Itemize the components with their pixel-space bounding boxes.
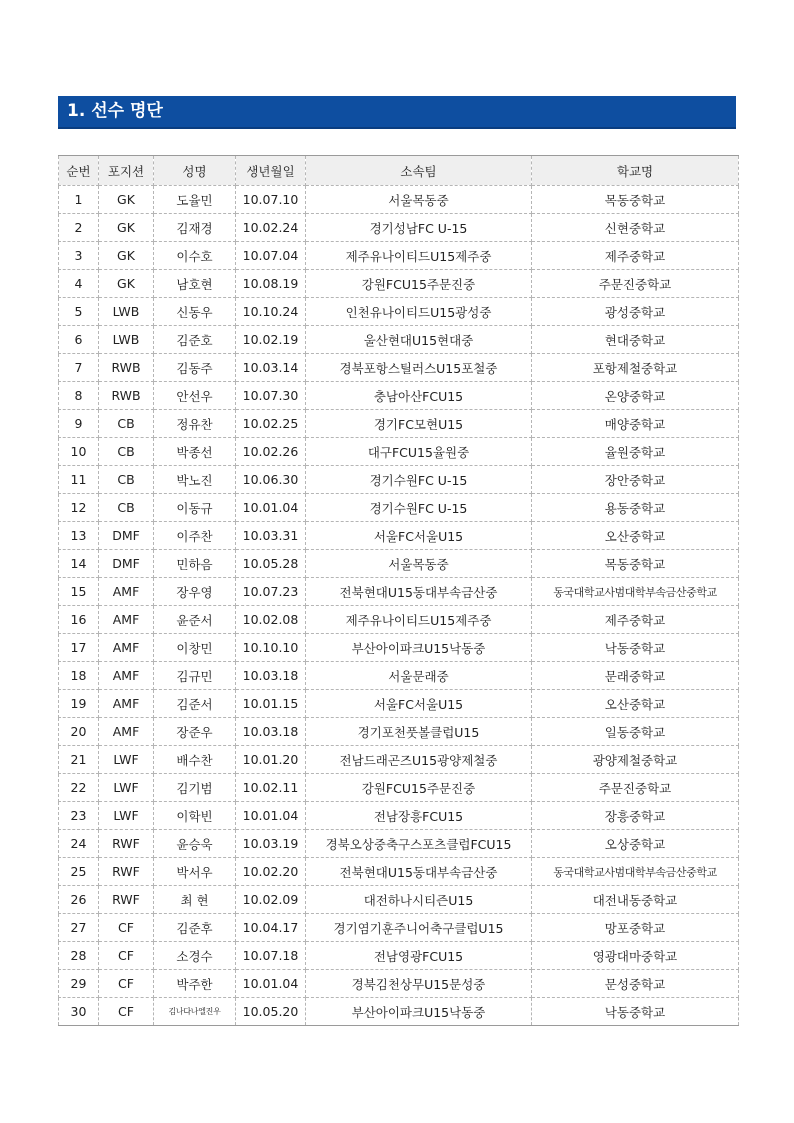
cell-team: 서울목동중 — [306, 550, 532, 578]
table-row — [59, 214, 739, 242]
cell-team: 강원FCU15주문진중 — [306, 270, 532, 298]
cell-position: LWF — [99, 746, 154, 774]
cell-team: 제주유나이티드U15제주중 — [306, 606, 532, 634]
cell-name: 정유찬 — [154, 410, 236, 438]
cell-number: 12 — [59, 494, 99, 522]
cell-team: 서울목동중 — [306, 186, 532, 214]
cell-position: DMF — [99, 550, 154, 578]
cell-name: 박종선 — [154, 438, 236, 466]
cell-position: AMF — [99, 690, 154, 718]
cell-position: CB — [99, 466, 154, 494]
cell-number: 17 — [59, 634, 99, 662]
table-row — [59, 802, 739, 830]
cell-team: 전남영광FCU15 — [306, 942, 532, 970]
cell-school: 포항제철중학교 — [532, 354, 739, 382]
table-row — [59, 690, 739, 718]
cell-team: 부산아이파크U15낙동중 — [306, 998, 532, 1026]
cell-team: 대구FCU15율원중 — [306, 438, 532, 466]
cell-school: 장안중학교 — [532, 466, 739, 494]
cell-name: 이창민 — [154, 634, 236, 662]
cell-school: 동국대학교사범대학부속금산중학교 — [532, 578, 739, 606]
cell-school: 오산중학교 — [532, 522, 739, 550]
cell-number: 24 — [59, 830, 99, 858]
cell-position: CF — [99, 998, 154, 1026]
table-row — [59, 970, 739, 998]
cell-name: 민하음 — [154, 550, 236, 578]
cell-birthdate: 10.03.18 — [236, 662, 306, 690]
cell-name: 이수호 — [154, 242, 236, 270]
cell-number: 28 — [59, 942, 99, 970]
cell-team: 경기FC모현U15 — [306, 410, 532, 438]
cell-position: GK — [99, 242, 154, 270]
cell-school: 일동중학교 — [532, 718, 739, 746]
table-row — [59, 998, 739, 1026]
cell-school: 매양중학교 — [532, 410, 739, 438]
cell-birthdate: 10.10.24 — [236, 298, 306, 326]
cell-name: 소경수 — [154, 942, 236, 970]
cell-name: 배수찬 — [154, 746, 236, 774]
cell-position: AMF — [99, 662, 154, 690]
cell-number: 1 — [59, 186, 99, 214]
cell-birthdate: 10.05.28 — [236, 550, 306, 578]
cell-school: 문성중학교 — [532, 970, 739, 998]
cell-number: 29 — [59, 970, 99, 998]
cell-birthdate: 10.02.11 — [236, 774, 306, 802]
cell-birthdate: 10.02.08 — [236, 606, 306, 634]
cell-school: 현대중학교 — [532, 326, 739, 354]
cell-school: 광성중학교 — [532, 298, 739, 326]
table-row — [59, 886, 739, 914]
cell-birthdate: 10.03.19 — [236, 830, 306, 858]
cell-birthdate: 10.02.20 — [236, 858, 306, 886]
table-row — [59, 634, 739, 662]
cell-position: CB — [99, 410, 154, 438]
cell-team: 울산현대U15현대중 — [306, 326, 532, 354]
cell-position: RWF — [99, 830, 154, 858]
cell-name: 김준후 — [154, 914, 236, 942]
cell-team: 서울FC서울U15 — [306, 690, 532, 718]
cell-position: DMF — [99, 522, 154, 550]
cell-birthdate: 10.02.24 — [236, 214, 306, 242]
table-row — [59, 578, 739, 606]
cell-position: GK — [99, 186, 154, 214]
cell-birthdate: 10.01.20 — [236, 746, 306, 774]
cell-school: 신현중학교 — [532, 214, 739, 242]
table-header-row — [59, 156, 739, 186]
cell-school: 영광대마중학교 — [532, 942, 739, 970]
header-school: 학교명 — [532, 156, 739, 186]
cell-position: CF — [99, 942, 154, 970]
cell-name: 신동우 — [154, 298, 236, 326]
cell-school: 주문진중학교 — [532, 774, 739, 802]
table-row — [59, 410, 739, 438]
cell-name: 박노진 — [154, 466, 236, 494]
cell-position: GK — [99, 214, 154, 242]
cell-name: 박서우 — [154, 858, 236, 886]
cell-school: 제주중학교 — [532, 606, 739, 634]
cell-school: 제주중학교 — [532, 242, 739, 270]
cell-name: 안선우 — [154, 382, 236, 410]
cell-number: 22 — [59, 774, 99, 802]
cell-school: 오산중학교 — [532, 690, 739, 718]
table-row — [59, 830, 739, 858]
cell-position: CF — [99, 914, 154, 942]
cell-school: 장흥중학교 — [532, 802, 739, 830]
table-row — [59, 606, 739, 634]
cell-birthdate: 10.03.31 — [236, 522, 306, 550]
cell-school: 낙동중학교 — [532, 634, 739, 662]
cell-team: 전남장흥FCU15 — [306, 802, 532, 830]
table-row — [59, 858, 739, 886]
header-team: 소속팀 — [306, 156, 532, 186]
table-row — [59, 270, 739, 298]
cell-name: 김규민 — [154, 662, 236, 690]
table-row — [59, 326, 739, 354]
cell-name: 윤준서 — [154, 606, 236, 634]
cell-team: 제주유나이티드U15제주중 — [306, 242, 532, 270]
header-number: 순번 — [59, 156, 99, 186]
cell-name: 박주한 — [154, 970, 236, 998]
cell-team: 부산아이파크U15낙동중 — [306, 634, 532, 662]
cell-birthdate: 10.10.10 — [236, 634, 306, 662]
table-row — [59, 382, 739, 410]
cell-number: 6 — [59, 326, 99, 354]
cell-name: 도율민 — [154, 186, 236, 214]
cell-birthdate: 10.01.04 — [236, 494, 306, 522]
cell-school: 율원중학교 — [532, 438, 739, 466]
table-row — [59, 494, 739, 522]
cell-position: GK — [99, 270, 154, 298]
cell-birthdate: 10.03.14 — [236, 354, 306, 382]
cell-school: 낙동중학교 — [532, 998, 739, 1026]
cell-team: 경북오상중축구스포츠클럽FCU15 — [306, 830, 532, 858]
cell-name: 윤승욱 — [154, 830, 236, 858]
table-row — [59, 914, 739, 942]
cell-number: 30 — [59, 998, 99, 1026]
cell-number: 8 — [59, 382, 99, 410]
cell-birthdate: 10.05.20 — [236, 998, 306, 1026]
cell-number: 26 — [59, 886, 99, 914]
header-position: 포지션 — [99, 156, 154, 186]
cell-number: 7 — [59, 354, 99, 382]
table-row — [59, 438, 739, 466]
cell-number: 13 — [59, 522, 99, 550]
cell-position: AMF — [99, 718, 154, 746]
cell-team: 경북김천상무U15문성중 — [306, 970, 532, 998]
table-row — [59, 718, 739, 746]
cell-number: 14 — [59, 550, 99, 578]
cell-team: 경북포항스틸러스U15포철중 — [306, 354, 532, 382]
cell-number: 4 — [59, 270, 99, 298]
cell-name: 김나다나엘진우 — [154, 998, 236, 1026]
cell-birthdate: 10.07.23 — [236, 578, 306, 606]
cell-position: LWB — [99, 298, 154, 326]
cell-number: 9 — [59, 410, 99, 438]
cell-number: 10 — [59, 438, 99, 466]
cell-number: 15 — [59, 578, 99, 606]
cell-name: 장우영 — [154, 578, 236, 606]
cell-name: 김준호 — [154, 326, 236, 354]
cell-number: 2 — [59, 214, 99, 242]
cell-team: 경기염기훈주니어축구클럽U15 — [306, 914, 532, 942]
cell-team: 충남아산FCU15 — [306, 382, 532, 410]
table-row — [59, 550, 739, 578]
cell-position: CB — [99, 494, 154, 522]
cell-school: 온양중학교 — [532, 382, 739, 410]
cell-position: AMF — [99, 606, 154, 634]
cell-birthdate: 10.08.19 — [236, 270, 306, 298]
cell-team: 전남드래곤즈U15광양제철중 — [306, 746, 532, 774]
cell-name: 김동주 — [154, 354, 236, 382]
cell-name: 이학빈 — [154, 802, 236, 830]
cell-school: 광양제철중학교 — [532, 746, 739, 774]
cell-name: 이주찬 — [154, 522, 236, 550]
cell-birthdate: 10.02.25 — [236, 410, 306, 438]
table-row — [59, 298, 739, 326]
cell-position: RWF — [99, 886, 154, 914]
cell-name: 장준우 — [154, 718, 236, 746]
table-row — [59, 354, 739, 382]
cell-number: 19 — [59, 690, 99, 718]
table-row — [59, 662, 739, 690]
table-row — [59, 522, 739, 550]
cell-birthdate: 10.02.26 — [236, 438, 306, 466]
cell-birthdate: 10.01.04 — [236, 970, 306, 998]
cell-team: 강원FCU15주문진중 — [306, 774, 532, 802]
cell-team: 경기포천풋볼클럽U15 — [306, 718, 532, 746]
table-row — [59, 466, 739, 494]
cell-birthdate: 10.07.18 — [236, 942, 306, 970]
table-row — [59, 774, 739, 802]
cell-number: 25 — [59, 858, 99, 886]
player-roster-table — [58, 155, 739, 1026]
cell-position: LWF — [99, 774, 154, 802]
cell-birthdate: 10.07.30 — [236, 382, 306, 410]
cell-name: 최 현 — [154, 886, 236, 914]
table-row — [59, 186, 739, 214]
cell-number: 27 — [59, 914, 99, 942]
cell-school: 동국대학교사범대학부속금산중학교 — [532, 858, 739, 886]
cell-number: 20 — [59, 718, 99, 746]
cell-position: RWB — [99, 382, 154, 410]
cell-birthdate: 10.03.18 — [236, 718, 306, 746]
cell-position: CF — [99, 970, 154, 998]
cell-position: LWB — [99, 326, 154, 354]
cell-team: 경기수원FC U-15 — [306, 466, 532, 494]
cell-birthdate: 10.07.04 — [236, 242, 306, 270]
cell-school: 목동중학교 — [532, 186, 739, 214]
cell-team: 인천유나이티드U15광성중 — [306, 298, 532, 326]
cell-school: 오상중학교 — [532, 830, 739, 858]
cell-position: RWB — [99, 354, 154, 382]
table-row — [59, 746, 739, 774]
cell-school: 용동중학교 — [532, 494, 739, 522]
cell-birthdate: 10.01.04 — [236, 802, 306, 830]
table-row — [59, 242, 739, 270]
cell-number: 21 — [59, 746, 99, 774]
cell-position: CB — [99, 438, 154, 466]
cell-number: 11 — [59, 466, 99, 494]
cell-position: LWF — [99, 802, 154, 830]
cell-team: 전북현대U15동대부속금산중 — [306, 858, 532, 886]
cell-name: 김기범 — [154, 774, 236, 802]
cell-birthdate: 10.01.15 — [236, 690, 306, 718]
cell-birthdate: 10.07.10 — [236, 186, 306, 214]
cell-team: 대전하나시티즌U15 — [306, 886, 532, 914]
cell-team: 전북현대U15동대부속금산중 — [306, 578, 532, 606]
cell-team: 경기성남FC U-15 — [306, 214, 532, 242]
header-birthdate: 생년월일 — [236, 156, 306, 186]
header-name: 성명 — [154, 156, 236, 186]
cell-birthdate: 10.04.17 — [236, 914, 306, 942]
cell-name: 남호현 — [154, 270, 236, 298]
table-row — [59, 942, 739, 970]
cell-team: 경기수원FC U-15 — [306, 494, 532, 522]
cell-birthdate: 10.02.09 — [236, 886, 306, 914]
section-title: 1. 선수 명단 — [58, 96, 736, 129]
cell-number: 23 — [59, 802, 99, 830]
cell-birthdate: 10.06.30 — [236, 466, 306, 494]
cell-school: 문래중학교 — [532, 662, 739, 690]
cell-number: 16 — [59, 606, 99, 634]
cell-number: 5 — [59, 298, 99, 326]
cell-position: RWF — [99, 858, 154, 886]
cell-position: AMF — [99, 578, 154, 606]
cell-name: 김준서 — [154, 690, 236, 718]
cell-position: AMF — [99, 634, 154, 662]
cell-team: 서울FC서울U15 — [306, 522, 532, 550]
cell-school: 대전내동중학교 — [532, 886, 739, 914]
cell-name: 이동규 — [154, 494, 236, 522]
cell-number: 3 — [59, 242, 99, 270]
cell-birthdate: 10.02.19 — [236, 326, 306, 354]
cell-school: 주문진중학교 — [532, 270, 739, 298]
cell-name: 김재경 — [154, 214, 236, 242]
cell-team: 서울문래중 — [306, 662, 532, 690]
cell-school: 망포중학교 — [532, 914, 739, 942]
cell-school: 목동중학교 — [532, 550, 739, 578]
cell-number: 18 — [59, 662, 99, 690]
